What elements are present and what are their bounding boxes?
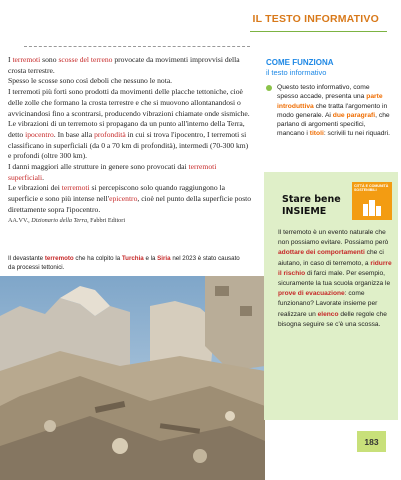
sustainable-cities-badge: CITTÀ E COMUNITÀ SOSTENIBILI — [352, 182, 392, 220]
how-it-works-subtitle: il testo informativo — [266, 68, 327, 77]
header-rule — [250, 31, 387, 32]
paragraph-3: I terremoti più forti sono prodotti da movimenti delle placche tettoniche, cioè delle zolle che formano la crosta terrestre e che si muovono allontanandosi o avvicinandosi fino a scontrarsi, producendo vibrazioni chiamate onde sismiche. — [8, 87, 250, 118]
stare-bene-title: Stare bene INSIEME — [282, 194, 341, 217]
how-it-works-body: Questo testo informativo, come spesso accade, presenta una parte introduttiva che tratta l'argomento in modo generale. Ai due paragrafi, che parlano di argomenti specifici, mancano i titoli: scrivili tu nei riquadri. — [266, 83, 392, 139]
city-icon — [362, 198, 382, 216]
section-header: IL TESTO INFORMATIVO — [252, 13, 379, 25]
main-text — [8, 55, 252, 226]
how-it-works-box — [266, 58, 392, 139]
paragraph-6: Le vibrazioni dei terremoti si percepiscono solo quando raggiungono la superficie e sono più intense nell'epicentro, cioè nel punto della superficie posto direttamente sopra l'ipocentro. — [8, 183, 252, 214]
paragraph-1: I terremoti sono scosse del terreno provocate da movimenti improvvisi della crosta terrestre. — [8, 55, 240, 75]
bullet-icon — [266, 85, 272, 91]
title-placeholder-line — [24, 46, 250, 47]
paragraph-2: Spesso le scosse sono così deboli che nessuno le nota. — [8, 76, 173, 86]
stare-bene-body: Il terremoto è un evento naturale che non possiamo evitare. Possiamo però adottare dei comportamenti che ci aiutano, in caso di terremoto, a ridurre il rischio di farci male. Per esempio, sicuramente la tua scuola organizza le prove di evacuazione: come funzionano? Lavorate insieme per realizzare un elenco delle regole che bisogna seguire se c'è una scossa. — [278, 229, 392, 328]
paragraph-4: Le vibrazioni di un terremoto si propagano da un punto all'interno della Terra, detto ipocentro. In base alla profondità in cui si trova l'ipocentro, I terremoti si classificano in superficiali (da 0 a 70 km di profondità), intermedi (70-300 km) e profondi (oltre 300 km). — [8, 119, 249, 161]
page-number: 183 — [357, 431, 386, 452]
source-citation: AA.VV., Dizionario della Terra, Fabbri Editori — [8, 216, 126, 224]
paragraph-5: I danni maggiori alle strutture in genere sono provocati dai terremoti superficiali. — [8, 162, 217, 182]
earthquake-rubble-photo — [0, 276, 265, 480]
how-it-works-title: COME FUNZIONA — [266, 58, 334, 67]
photo-caption: Il devastante terremoto che ha colpito la Turchia e la Siria nel 2023 è stato causato da processi tettonici. — [8, 255, 240, 271]
stare-bene-insieme-box — [264, 172, 398, 420]
